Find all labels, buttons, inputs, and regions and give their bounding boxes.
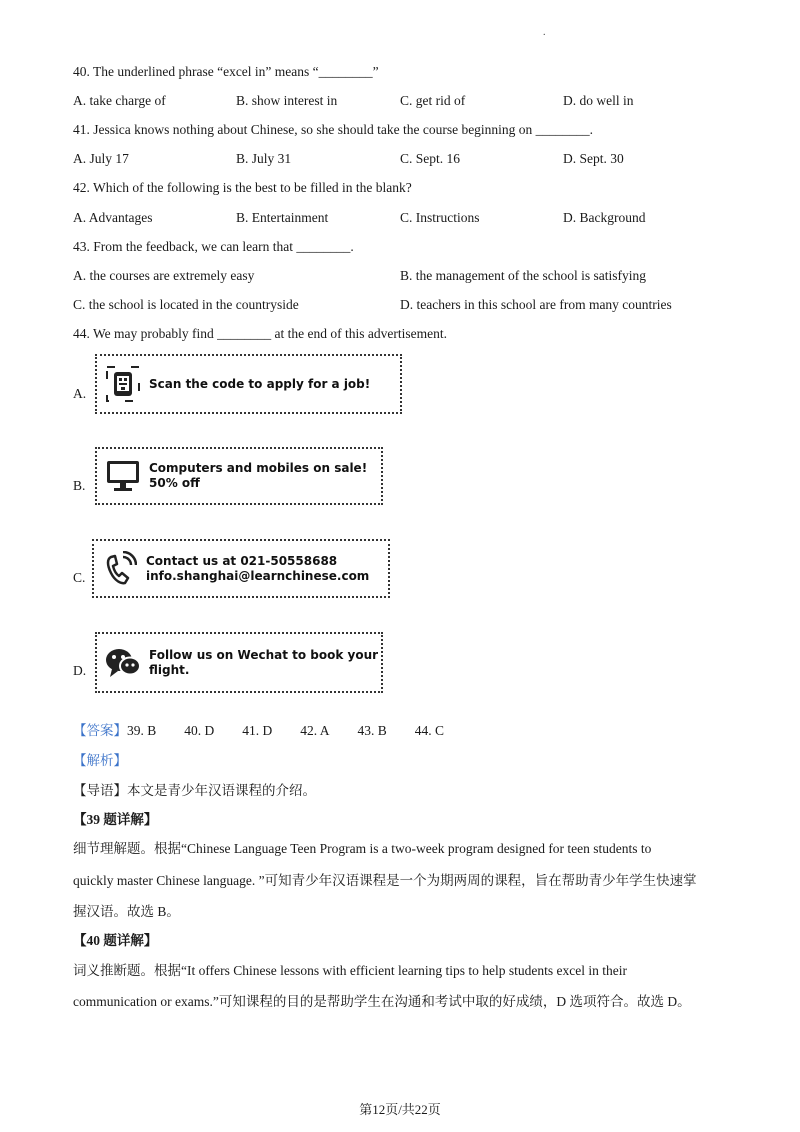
answer-44: 44. C <box>414 723 445 738</box>
answer-41: 41. D <box>242 723 273 738</box>
answer-40: 40. D <box>184 723 215 738</box>
d39-line-2: quickly master Chinese language. ”可知青少年汉语课程是一个为期两周的课程，旨在帮助青少年学生快速掌 <box>73 873 697 888</box>
q41-option-b: B. July 31 <box>236 151 292 166</box>
d40-line-1: 词义推断题。根据“It offers Chinese lessons with efficient learning tips to help students excel in their <box>73 963 628 978</box>
d40-header: 【40 题详解】 <box>73 933 158 948</box>
answer-43: 43. B <box>357 723 387 738</box>
intro-text: 【导语】本文是青少年汉语课程的介绍。 <box>73 783 316 798</box>
q40-option-a: A. take charge of <box>73 93 166 108</box>
ad-option-b <box>95 447 383 505</box>
ad-c-line-1: Contact us at 021-50558688 <box>146 553 338 568</box>
phone-icon <box>100 549 140 589</box>
q40-option-c: C. get rid of <box>400 93 466 108</box>
q43-option-c: C. the school is located in the countryside <box>73 297 299 312</box>
q43-option-d: D. teachers in this school are from many countries <box>400 297 672 312</box>
ad-b-line-1: Computers and mobiles on sale! <box>149 461 368 475</box>
ad-b-line-2: 50% off <box>149 476 200 490</box>
q40-option-b: B. show interest in <box>236 93 338 108</box>
q41-option-d: D. Sept. 30 <box>563 151 624 166</box>
q42-option-b: B. Entertainment <box>236 210 329 225</box>
answer-39: 39. B <box>127 723 157 738</box>
q42-stem: 42. Which of the following is the best to be filled in the blank? <box>73 180 412 195</box>
d39-header: 【39 题详解】 <box>73 812 158 827</box>
answer-42: 42. A <box>300 723 330 738</box>
monitor-icon <box>103 456 143 496</box>
ad-d-line-1: Follow us on Wechat to book your <box>149 647 379 662</box>
ad-d-letter: D. <box>73 663 87 678</box>
ad-c-letter: C. <box>73 570 86 585</box>
q42-option-d: D. Background <box>563 210 646 225</box>
q43-option-b: B. the management of the school is satisfying <box>400 268 646 283</box>
wechat-icon <box>103 643 143 683</box>
qr-code-icon <box>103 364 143 404</box>
ad-option-d <box>95 632 383 693</box>
analysis-label: 【解析】 <box>73 753 127 768</box>
ad-option-c <box>92 539 390 598</box>
ad-a-line-1: Scan the code to apply for a job! <box>149 376 371 391</box>
q41-option-c: C. Sept. 16 <box>400 151 461 166</box>
q43-option-a: A. the courses are extremely easy <box>73 268 255 283</box>
ad-b-letter: B. <box>73 478 86 493</box>
q41-option-a: A. July 17 <box>73 151 129 166</box>
d39-line-3: 握汉语。故选 B。 <box>73 904 180 919</box>
d39-line-1: 细节理解题。根据“Chinese Language Teen Program is a two-week program designed for teen students to <box>73 841 652 856</box>
q40-option-d: D. do well in <box>563 93 634 108</box>
q42-option-c: C. Instructions <box>400 210 480 225</box>
ad-option-a <box>95 354 402 414</box>
q41-stem: 41. Jessica knows nothing about Chinese, so she should take the course beginning on ________. <box>73 122 594 137</box>
answer-line <box>73 722 444 740</box>
q43-stem: 43. From the feedback, we can learn that ________. <box>73 239 354 254</box>
q40-stem: 40. The underlined phrase “excel in” means “________” <box>73 64 379 79</box>
ad-a-letter: A. <box>73 386 87 401</box>
page-footer: 第12页/共22页 <box>359 1102 441 1117</box>
d40-line-2: communication or exams.”可知课程的目的是帮助学生在沟通和考试中取的好成绩，D 选项符合。故选 D。 <box>73 994 691 1009</box>
q44-stem: 44. We may probably find ________ at the end of this advertisement. <box>73 326 447 341</box>
answer-label: 【答案】 <box>73 723 127 738</box>
top-mark: . <box>543 27 546 38</box>
ad-d-line-2: flight. <box>149 662 190 677</box>
ad-c-line-2: info.shanghai@learnchinese.com <box>146 568 370 583</box>
q42-option-a: A. Advantages <box>73 210 153 225</box>
